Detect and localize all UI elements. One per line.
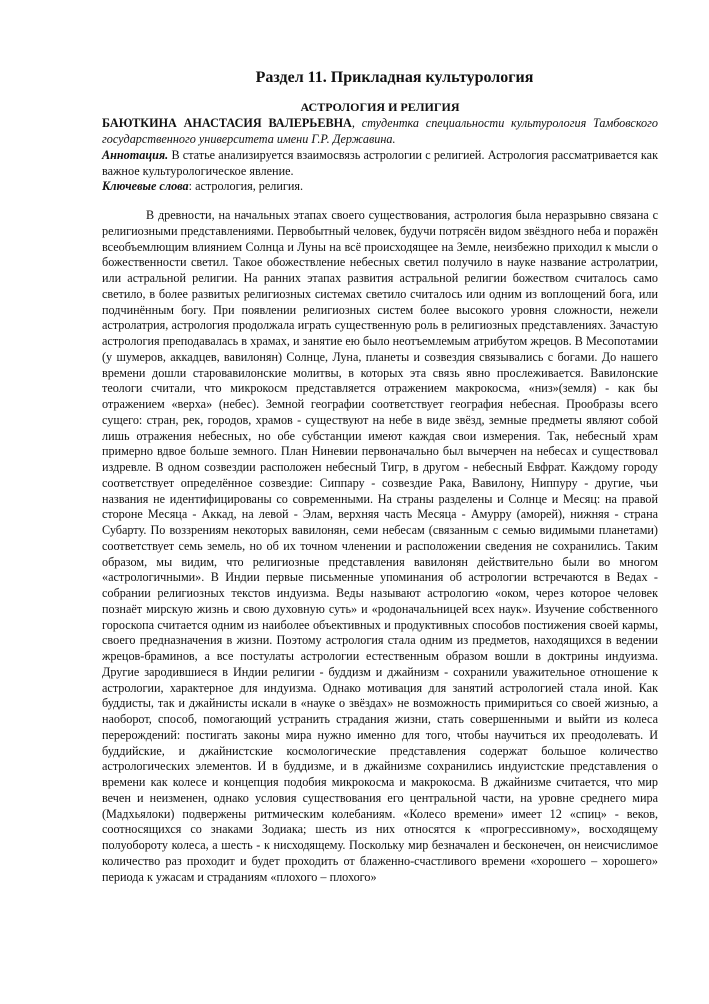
author-name: БАЮТКИНА АНАСТАСИЯ ВАЛЕРЬЕВНА [102, 116, 352, 130]
annotation [102, 148, 658, 179]
keywords-text: : астрология, религия. [188, 179, 304, 193]
section-title: Раздел 11. Прикладная культурология [255, 69, 534, 86]
article-body [102, 208, 658, 885]
body-paragraph: В древности, на начальных этапах своего существования, астрология была неразрывно связана с религиозными представлениями. Первобытный человек, будучи потрясён видом звёздного неба и поражён всеобъемлющим влиянием Солнца и Луны на всё происходящее на Земле, неизбежно приходил к мысли о божественности светил. Такое обожествление небесных светил получило в науке название астролатрии, или астральной религии. На ранних этапах развития астральной религии божеством считалось само светило, в более развитых религиозных системах светило считалось или одним из воплощений бога, или подчинённым богу. При появлении религиозных систем более высокого уровня сложности, нежели астролатрия, астрология продолжала играть существенную роль в религиозных представлениях. Зачастую астрология преподавалась в храмах, и занятие ею было неотъемлемым атрибутом жрецов. В Месопотамии (у шумеров, аккадцев, вавилонян) Солнце, Луна, планеты и созвездия связывались с богами. До нашего времени дошли старовавилонские молитвы, в которых эта связь явно прослеживается. Вавилонские теологи считали, что микрокосм представляется отражением макрокосма, «низ»(земля) - как бы отражением «верха» (небес). Земной географии соответствует география небесная. Прообразы всего сущего: стран, рек, городов, храмов - существуют на небе в виде звёзд, земные предметы являют собой лишь отражения небесных, но обе субстанции имеют каждая свои измерения. Так, небесный храм примерно вдвое больше земного. План Ниневии первоначально был вычерчен на небесах и существовал издревле. В одном созвездии расположен небесный Тигр, в другом - небесный Евфрат. Каждому городу соответствует определённое созвездие: Сиппару - созвездие Рака, Вавилону, Ниппуру - другие, чьи названия не идентифицированы со современными. На страны разделены и Солнце и Месяц: на правой стороне Месяца - Аккад, на левой - Элам, верхняя часть Месяца - Амурру (аморей), нижняя - страна Субарту. По воззрениям некоторых вавилонян, семи небесам (связанным с семью видимыми планетами) соответствует семь земель, но об их точном членении и расположении сведения не сохранились. Таким образом, мы видим, что религиозные представления вавилонян действительно были во многом «астрологичными». В Индии первые письменные упоминания об астрологии встречаются в Ведах - собрании религиозных текстов индуизма. Веды называют астрологию «оком, через которое человек познаёт мирскую жизнь и свою духовную суть» и «родоначальницей всех наук». Изучение собственного гороскопа считается одним из наиболее объективных и продуктивных способов постижения своей кармы, своего предназначения в жизни. Поэтому астрология стала одним из предметов, находящихся в ведении жрецов-браминов, а все постулаты астрологии естественным образом вошли в доктрины индуизма. Другие зародившиеся в Индии религии - буддизм и джайнизм - сохранили уважительное отношение к астрологии, характерное для индуизма. Однако мотивация для занятий астрологией стала иной. Как буддисты, так и джайнисты искали в «науке о звёздах» не возможность примириться со своей жизнью, а наоборот, способ, помогающий устранить страдания жизни, стать совершенными и выйти из колеса перерождений: постигать законы мира нужно именно для того, чтобы научиться их преодолевать. И буддийские, и джайнистские космологические представления содержат большое количество астрологических элементов. И в буддизме, и в джайнизме сохранились индуистские представления о времени как колесе и концепция подобия микрокосма и макрокосма. В джайнизме считается, что мир вечен и неизменен, однако условия существования его центральной части, на уровне среднего мира (Мадхьялоки) подвержены ритмическим колебаниям. «Колесо времени» имеет 12 «спиц» - веков, соотносящихся со знаками Зодиака; шесть из них относятся к «прогрессивному», восходящему полуобороту колеса, а шесть - к нисходящему. Поскольку мир безначален и бесконечен, он неисчислимое количество раз проходит и будет проходить от блаженно-счастливого времени «хорошего – хорошего» периода к ужасам и страданиям «плохого – плохого» [102, 208, 658, 884]
keywords [102, 179, 658, 195]
keywords-label: Ключевые слова [102, 179, 189, 193]
author-line [102, 116, 658, 147]
annotation-text: В статье анализируется взаимосвязь астрологии с религией. Астрология рассматривается как важное культурологическое явление. [102, 148, 658, 178]
author-affiliation: , студентка специальности культурология Тамбовского государственного университета имени Г.Р. Державина. [102, 116, 658, 146]
article-title: АСТРОЛОГИЯ И РЕЛИГИЯ [300, 100, 460, 114]
annotation-label: Аннотация. [102, 148, 169, 162]
